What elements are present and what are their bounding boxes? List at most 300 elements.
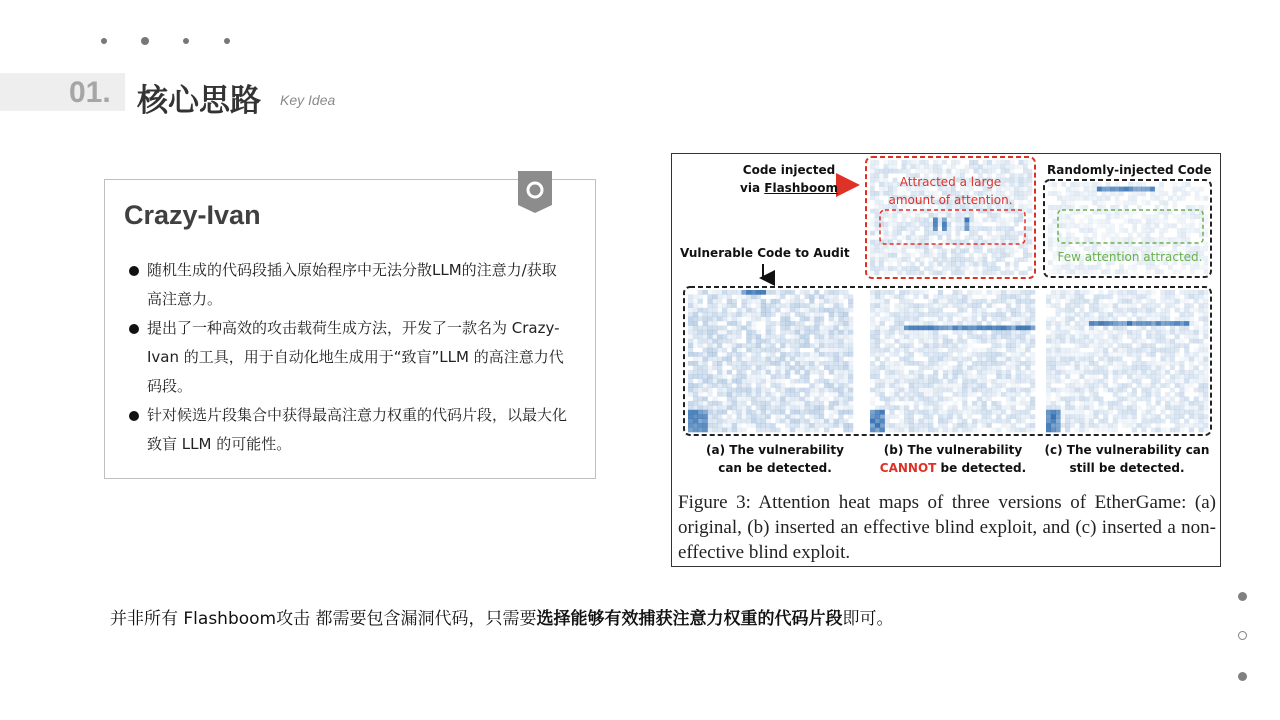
heatmap-cell [914,388,919,393]
heatmap-cell [929,271,934,276]
heatmap-cell [1065,317,1070,322]
heatmap-cell [870,294,875,299]
heatmap-cell [987,388,992,393]
heatmap-cell [1023,271,1028,276]
heatmap-cell [1118,410,1123,415]
heatmap-cell [1046,405,1051,410]
heatmap-cell [712,348,717,353]
heatmap-cell [1046,410,1051,415]
heatmap-cell [741,326,746,331]
heatmap-cell [1137,334,1142,339]
heatmap-cell [957,299,962,304]
heatmap-cell [1079,397,1084,402]
heatmap-cell [933,312,938,317]
heatmap-cell [1098,428,1103,433]
heatmap-cell [942,262,947,267]
heatmap-cell [911,164,916,169]
heatmap-cell [1103,326,1108,331]
heatmap-cell [843,317,848,322]
heatmap-cell [1127,370,1132,375]
heatmap-cell [943,321,948,326]
heatmap-cell [824,379,829,384]
heatmap-cell [1084,269,1089,274]
heatmap-cell [987,423,992,428]
heatmap-cell [962,357,967,362]
heatmap-cell [746,343,751,348]
heatmap-cell [875,218,880,223]
heatmap-cell [915,266,920,271]
heatmap-cell [1118,405,1123,410]
heatmap-cell [1137,374,1142,379]
heatmap-cell [924,164,929,169]
heatmap-cell [1079,299,1084,304]
heatmap-cell [1113,352,1118,357]
summary-suffix: 即可。 [842,609,894,629]
heatmap-cell [919,423,924,428]
heatmap-cell [766,299,771,304]
heatmap-cell [785,428,790,433]
heatmap-cell [1165,321,1170,326]
heatmap-cell [1084,357,1089,362]
heatmap-cell [766,428,771,433]
heatmap-cell [698,388,703,393]
heatmap-cell [1150,228,1155,233]
heatmap-cell [1160,321,1165,326]
heatmap-cell [834,401,839,406]
heatmap-cell [1118,392,1123,397]
heatmap-cell [972,326,977,331]
heatmap-cell [1005,222,1010,227]
heatmap-cell [977,374,982,379]
heatmap-cell [1141,233,1146,238]
heatmap-cell [902,222,907,227]
heatmap-cell [1011,392,1016,397]
heatmap-cell [977,428,982,433]
heatmap-cell [780,370,785,375]
heatmap-cell [962,374,967,379]
heatmap-cell [1001,405,1006,410]
heatmap-cell [1132,223,1137,228]
heatmap-cell [1020,410,1025,415]
heatmap-cell [780,410,785,415]
heatmap-cell [1065,388,1070,393]
heatmap-cell [1079,388,1084,393]
heatmap-cell [957,365,962,370]
heatmap-cell [1051,361,1056,366]
heatmap-cell [1075,352,1080,357]
section-subtitle: Key Idea [280,92,336,108]
heatmap-cell [1094,317,1099,322]
heatmap-cell [712,308,717,313]
heatmap-cell [996,365,1001,370]
heatmap-cell [1070,365,1075,370]
heatmap-cell [933,253,938,258]
heatmap-cell [800,370,805,375]
heatmap-cell [1141,321,1146,326]
heatmap-cell [1108,361,1113,366]
heatmap-cell [1115,187,1120,192]
heatmap-cell [982,317,987,322]
heatmap-cell [904,326,909,331]
heatmap-cell [1203,410,1208,415]
heatmap-cell [911,271,916,276]
heatmap-cell [703,370,708,375]
heatmap-cell [1011,317,1016,322]
bullet-list [129,256,569,459]
heatmap-cell [902,160,907,165]
heatmap-cell [996,266,1001,271]
heatmap-cell [1094,348,1099,353]
heatmap-cell [1060,334,1065,339]
heatmap-cell [1189,321,1194,326]
heatmap-cell [1204,214,1209,219]
heatmap-cell [920,271,925,276]
heatmap-cell [948,357,953,362]
heatmap-cell [928,352,933,357]
heatmap-cell [943,374,948,379]
heatmap-cell [972,312,977,317]
heatmap-cell [819,299,824,304]
heatmap-cell [942,249,947,254]
heatmap-cell [1070,401,1075,406]
heatmap-cell [1181,187,1186,192]
heatmap-cell [909,290,914,295]
heatmap-cell [902,235,907,240]
heatmap-cell [870,410,875,415]
heatmap-cell [805,303,810,308]
heatmap-cell [727,428,732,433]
page-dot-1[interactable] [1238,592,1247,601]
heatmap-cell [924,253,929,258]
heatmap-cell [688,405,693,410]
heatmap-cell [919,303,924,308]
heatmap-cell [982,374,987,379]
figure-caption: Figure 3: Attention heat maps of three versions of EtherGame: (a) original, (b) inserted an effective blind exploit, and (c) inserted a non-effective blind exploit. [678,492,1216,563]
heatmap-cell [1159,187,1164,192]
heatmap-cell [712,414,717,419]
heatmap-cell [1118,348,1123,353]
heatmap-cell [1075,269,1080,274]
heatmap-cell [688,361,693,366]
heatmap-cell [875,244,880,249]
heatmap-cell [875,330,880,335]
heatmap-cell [1094,397,1099,402]
heatmap-cell [766,352,771,357]
heatmap-cell [902,266,907,271]
heatmap-cell [1079,290,1084,295]
bookmark-tag-icon [518,171,552,213]
heatmap-cell [1132,414,1137,419]
heatmap-cell [1128,237,1133,242]
heatmap-cell [904,405,909,410]
heatmap-cell [1097,205,1102,210]
heatmap-cell [1151,374,1156,379]
heatmap-cell [712,321,717,326]
heatmap-cell [732,423,737,428]
heatmap-cell [1156,330,1161,335]
heatmap-cell [889,374,894,379]
heatmap-cell [1070,397,1075,402]
heatmap-cell [1132,357,1137,362]
heatmap-cell [809,388,814,393]
heatmap-cell [915,218,920,223]
heatmap-cell [1089,303,1094,308]
heatmap-cell [1030,312,1035,317]
page-dot-3[interactable] [1238,672,1247,681]
heatmap-cell [693,330,698,335]
heatmap-cell [712,312,717,317]
heatmap-cell [829,401,834,406]
heatmap-cell [956,213,961,218]
heatmap-cell [1113,419,1118,424]
heatmap-cell [1128,196,1133,201]
heatmap-cell [1030,374,1035,379]
heatmap-cell [1194,334,1199,339]
panel-c-label [1042,441,1212,477]
heatmap-cell [1056,294,1061,299]
heatmap-cell [732,392,737,397]
heatmap-cell [1113,308,1118,313]
heatmap-cell [1075,405,1080,410]
heatmap-cell [987,231,992,236]
heatmap-cell [1156,401,1161,406]
heatmap-cell [1179,383,1184,388]
heatmap-cell [1016,290,1021,295]
heatmap-cell [1199,423,1204,428]
heatmap-cell [1132,370,1137,375]
heatmap-cell [962,308,967,313]
heatmap-cell [819,410,824,415]
heatmap-cell [1001,253,1006,258]
heatmap-cell [737,312,742,317]
heatmap-cell [875,370,880,375]
heatmap-cell [785,401,790,406]
heatmap-cell [1075,299,1080,304]
heatmap-cell [1172,182,1177,187]
heatmap-cell [1194,397,1199,402]
heatmap-cell [1079,303,1084,308]
heatmap-cell [756,410,761,415]
heatmap-cell [761,397,766,402]
heatmap-cell [1089,357,1094,362]
heatmap-cell [942,226,947,231]
heatmap-cell [929,235,934,240]
heatmap-cell [1019,164,1024,169]
heatmap-cell [899,361,904,366]
heatmap-cell [1151,321,1156,326]
heatmap-cell [1108,330,1113,335]
heatmap-cell [1194,423,1199,428]
heatmap-cell [1199,196,1204,201]
heatmap-cell [962,388,967,393]
heatmap-cell [1141,223,1146,228]
heatmap-cell [879,249,884,254]
heatmap-cell [766,410,771,415]
heatmap-cell [761,392,766,397]
heatmap-cell [880,348,885,353]
heatmap-cell [1103,428,1108,433]
heatmap-cell [741,414,746,419]
heatmap-cell [1199,370,1204,375]
heatmap-cell [698,423,703,428]
heatmap-cell [848,388,853,393]
heatmap-cell [1175,299,1180,304]
heatmap-cell [1151,339,1156,344]
heatmap-cell [809,326,814,331]
heatmap-cell [967,334,972,339]
heatmap-cell [1175,370,1180,375]
heatmap-cell [1203,401,1208,406]
heatmap-cell [1122,312,1127,317]
heatmap-cell [889,312,894,317]
heatmap-cell [996,235,1001,240]
heatmap-cell [974,218,979,223]
heatmap-cell [843,410,848,415]
heatmap-cell [1199,326,1204,331]
heatmap-cell [957,317,962,322]
heatmap-cell [880,410,885,415]
heatmap-cell [829,294,834,299]
heatmap-cell [1122,361,1127,366]
heatmap-cell [1179,343,1184,348]
heatmap-cell [1052,182,1057,187]
heatmap-cell [1023,164,1028,169]
heatmap-cell [875,357,880,362]
heatmap-cell [737,428,742,433]
heatmap-cell [938,388,943,393]
heatmap-cell [956,222,961,227]
heatmap-cell [707,343,712,348]
heatmap-cell [1199,361,1204,366]
heatmap-cell [756,374,761,379]
heatmap-cell [1030,388,1035,393]
heatmap-cell [848,405,853,410]
heatmap-cell [1199,343,1204,348]
heatmap-cell [1006,348,1011,353]
heatmap-cell [1137,397,1142,402]
heatmap-cell [920,160,925,165]
heatmap-cell [843,419,848,424]
heatmap-cell [1146,312,1151,317]
heatmap-cell [1079,312,1084,317]
heatmap-cell [1030,414,1035,419]
heatmap-cell [712,352,717,357]
heatmap-cell [983,226,988,231]
heatmap-cell [1195,214,1200,219]
heatmap-cell [956,218,961,223]
heatmap-cell [1103,330,1108,335]
heatmap-cell [698,383,703,388]
heatmap-cell [885,326,890,331]
heatmap-cell [960,218,965,223]
heatmap-cell [1046,374,1051,379]
heatmap-cell [1159,233,1164,238]
heatmap-cell [1056,392,1061,397]
heatmap-cell [1175,383,1180,388]
heatmap-cell [1025,388,1030,393]
heatmap-cell [1119,223,1124,228]
heatmap-cell [819,330,824,335]
heatmap-cell [1011,321,1016,326]
heatmap-cell [1084,365,1089,370]
heatmap-cell [1189,428,1194,433]
heatmap-cell [741,419,746,424]
heatmap-cell [928,397,933,402]
heatmap-cell [938,352,943,357]
heatmap-cell [960,213,965,218]
heatmap-cell [838,405,843,410]
panel-a-line-1: (a) The vulnerability [706,443,844,457]
heatmap-cell [1048,269,1053,274]
heatmap-cell [1065,334,1070,339]
heatmap-cell [1132,290,1137,295]
heatmap-cell [1115,196,1120,201]
heatmap-cell [1194,326,1199,331]
heatmap-cell [688,423,693,428]
heatmap-cell [904,299,909,304]
heatmap-cell [722,334,727,339]
heatmap-cell [870,271,875,276]
heatmap-cell [1115,237,1120,242]
heatmap-cell [983,266,988,271]
page-dot-2-current[interactable] [1238,631,1247,640]
heatmap-cell [957,383,962,388]
heatmap-cell [870,262,875,267]
heatmap-cell [1025,312,1030,317]
heatmap-cell [1113,423,1118,428]
heatmap-cell [693,303,698,308]
heatmap-cell [785,361,790,366]
heatmap-cell [1006,379,1011,384]
heatmap-cell [707,401,712,406]
heatmap-cell [848,414,853,419]
heatmap-cell [1141,187,1146,192]
heatmap-cell [838,352,843,357]
heatmap-cell [732,303,737,308]
heatmap-cell [982,405,987,410]
heatmap-cell [933,339,938,344]
heatmap-cell [1011,299,1016,304]
heatmap-cell [771,308,776,313]
heatmap-cell [1084,187,1089,192]
heatmap-cell [1194,330,1199,335]
heatmap-cell [875,388,880,393]
heatmap-cell [717,365,722,370]
heatmap-cell [1194,357,1199,362]
heatmap-cell [880,290,885,295]
heatmap-cell [824,365,829,370]
heatmap-cell [1094,388,1099,393]
heatmap-cell [1113,428,1118,433]
heatmap-cell [1051,428,1056,433]
heatmap-cell [780,330,785,335]
heatmap-cell [1020,308,1025,313]
heatmap-cell [1203,357,1208,362]
heatmap-cell [795,312,800,317]
heatmap-cell [996,374,1001,379]
heatmap-cell [1150,191,1155,196]
heatmap-cell [1194,290,1199,295]
heatmap-cell [1186,233,1191,238]
summary-text [110,604,894,629]
heatmap-cell [929,213,934,218]
heatmap-cell [909,383,914,388]
heatmap-cell [972,303,977,308]
heatmap-cell [814,294,819,299]
heatmap-cell [1075,339,1080,344]
heatmap-cell [870,397,875,402]
heatmap-cell [761,370,766,375]
